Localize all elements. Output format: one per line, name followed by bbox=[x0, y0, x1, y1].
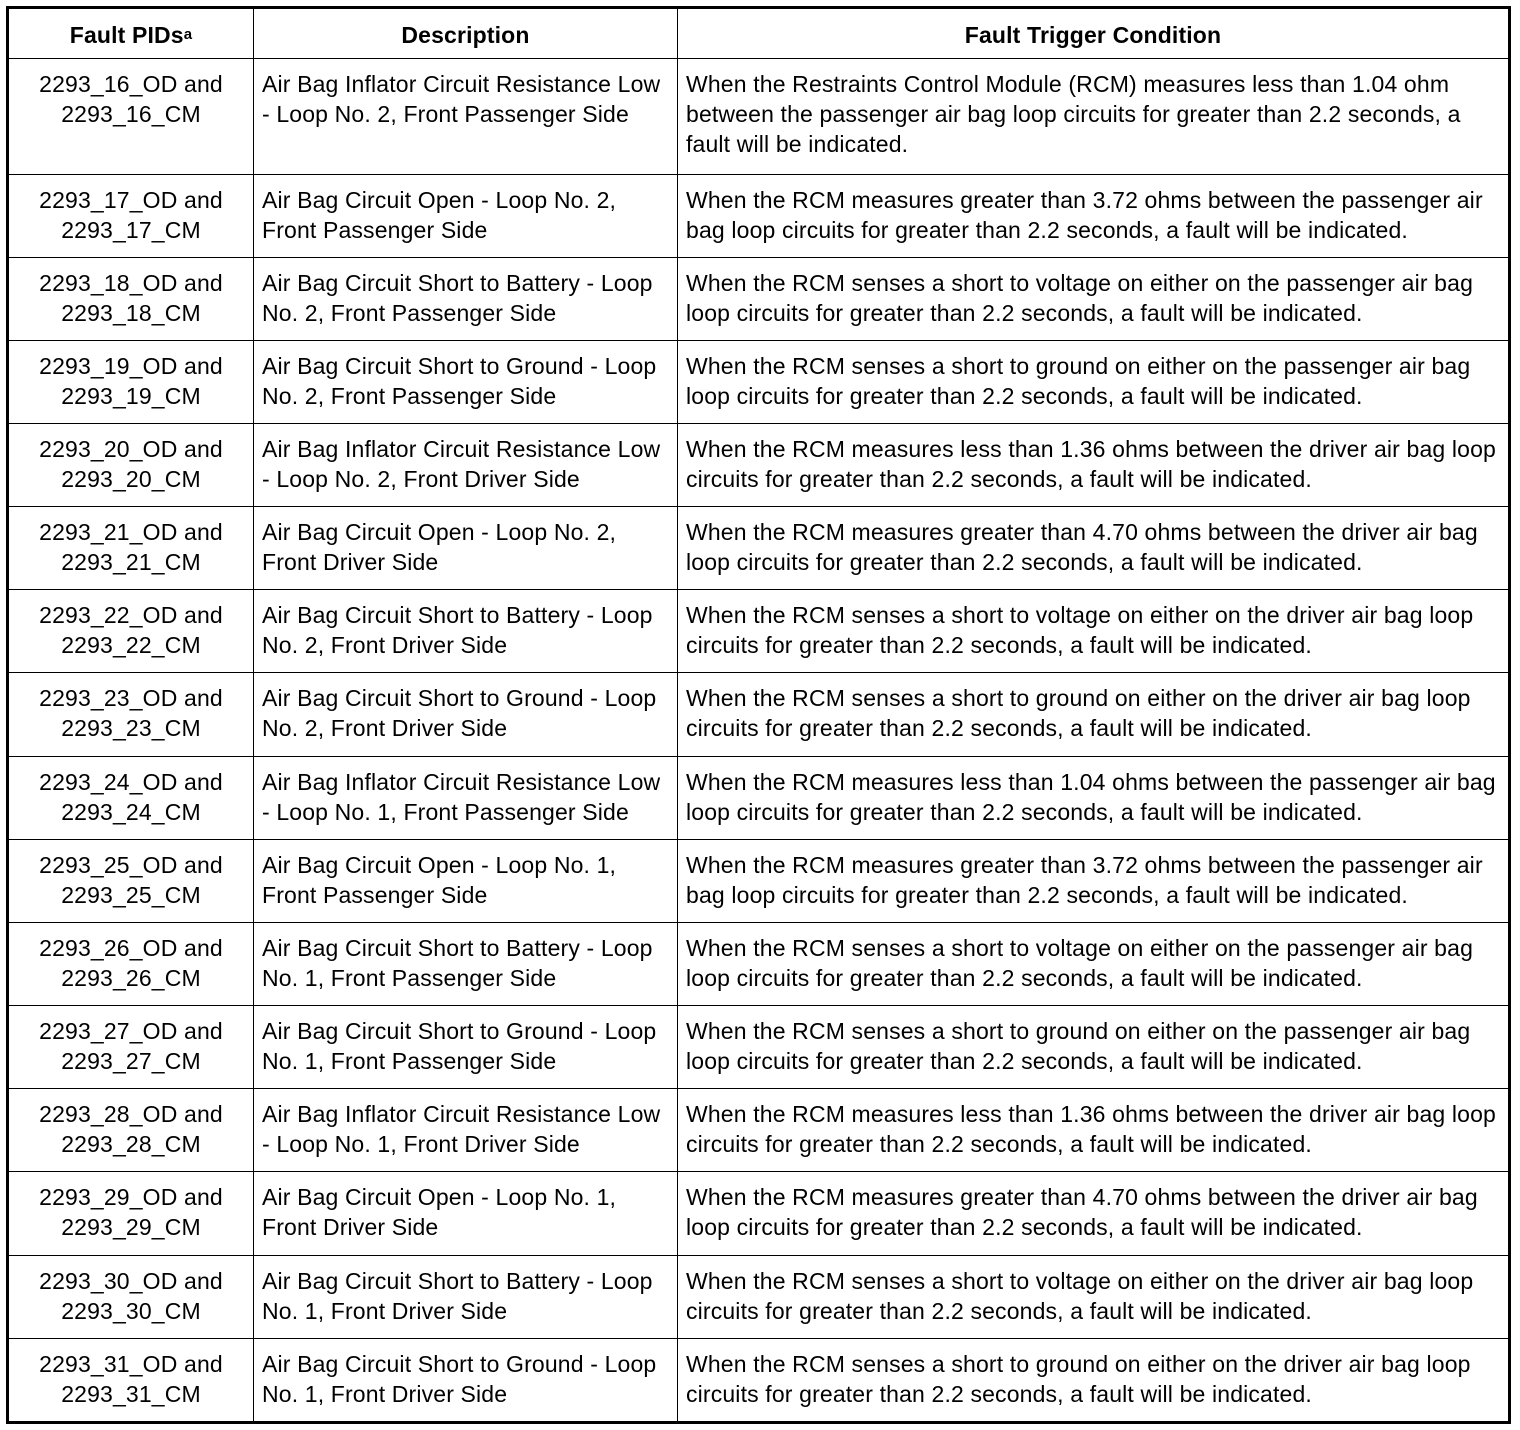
fault-pid-cm: 2293_26_CM bbox=[61, 964, 201, 991]
description-cell: Air Bag Circuit Short to Ground - Loop No. 2, Front Driver Side bbox=[254, 673, 678, 756]
fault-trigger-condition-cell: When the RCM senses a short to voltage on either on the passenger air bag loop circuits for greater than 2.2 seconds, a fault will be indicated. bbox=[678, 922, 1510, 1005]
fault-pid-cm: 2293_23_CM bbox=[61, 715, 201, 742]
fault-pid-cm: 2293_17_CM bbox=[61, 216, 201, 243]
fault-pid-cell bbox=[8, 257, 254, 340]
fault-pid-od: 2293_28_OD and bbox=[39, 1101, 223, 1128]
fault-pid-cm: 2293_27_CM bbox=[61, 1048, 201, 1075]
table-row bbox=[8, 257, 1510, 340]
description-cell: Air Bag Circuit Short to Battery - Loop No. 1, Front Driver Side bbox=[254, 1255, 678, 1338]
fault-pid-table bbox=[6, 6, 1511, 1424]
fault-pid-cell bbox=[8, 174, 254, 257]
table-row bbox=[8, 1255, 1510, 1338]
fault-trigger-condition-cell: When the RCM measures greater than 4.70 ohms between the driver air bag loop circuits for greater than 2.2 seconds, a fault will be indicated. bbox=[678, 1172, 1510, 1255]
fault-trigger-condition-cell: When the RCM measures less than 1.04 ohms between the passenger air bag loop circuits for greater than 2.2 seconds, a fault will be indicated. bbox=[678, 756, 1510, 839]
description-cell: Air Bag Inflator Circuit Resistance Low - Loop No. 1, Front Passenger Side bbox=[254, 756, 678, 839]
description-cell: Air Bag Circuit Short to Ground - Loop No. 2, Front Passenger Side bbox=[254, 340, 678, 423]
table-row bbox=[8, 507, 1510, 590]
fault-pid-cell bbox=[8, 839, 254, 922]
table-header bbox=[8, 8, 1510, 59]
table-row bbox=[8, 340, 1510, 423]
fault-pid-cm: 2293_21_CM bbox=[61, 549, 201, 576]
fault-pid-cell bbox=[8, 590, 254, 673]
footnote-marker: a bbox=[183, 26, 193, 43]
fault-pid-od: 2293_25_OD and bbox=[39, 851, 223, 878]
fault-pid-cell bbox=[8, 756, 254, 839]
fault-pid-od: 2293_30_OD and bbox=[39, 1267, 223, 1294]
fault-pid-cell bbox=[8, 1338, 254, 1422]
description-cell: Air Bag Circuit Short to Ground - Loop No. 1, Front Passenger Side bbox=[254, 1006, 678, 1089]
fault-trigger-condition-cell: When the RCM measures greater than 4.70 ohms between the driver air bag loop circuits for greater than 2.2 seconds, a fault will be indicated. bbox=[678, 507, 1510, 590]
fault-pid-cm: 2293_30_CM bbox=[61, 1297, 201, 1324]
fault-trigger-condition-cell: When the RCM senses a short to ground on either on the passenger air bag loop circuits for greater than 2.2 seconds, a fault will be indicated. bbox=[678, 1006, 1510, 1089]
fault-pid-cell bbox=[8, 922, 254, 1005]
header-fault-pids-label: Fault PIDs bbox=[69, 22, 184, 48]
fault-pid-cell bbox=[8, 1006, 254, 1089]
fault-pid-cm: 2293_25_CM bbox=[61, 881, 201, 908]
fault-pid-od: 2293_16_OD and bbox=[39, 71, 223, 97]
fault-pid-cell bbox=[8, 59, 254, 175]
fault-pid-cm: 2293_16_CM bbox=[61, 101, 201, 127]
fault-pid-cm: 2293_29_CM bbox=[61, 1214, 201, 1241]
fault-pid-od: 2293_20_OD and bbox=[39, 436, 223, 463]
description-cell: Air Bag Inflator Circuit Resistance Low - Loop No. 1, Front Driver Side bbox=[254, 1089, 678, 1172]
table-row bbox=[8, 839, 1510, 922]
fault-pid-cm: 2293_24_CM bbox=[61, 798, 201, 825]
description-cell: Air Bag Circuit Open - Loop No. 1, Front Passenger Side bbox=[254, 839, 678, 922]
fault-trigger-condition-cell: When the RCM measures less than 1.36 ohms between the driver air bag loop circuits for greater than 2.2 seconds, a fault will be indicated. bbox=[678, 1089, 1510, 1172]
fault-trigger-condition-cell: When the RCM senses a short to voltage on either on the driver air bag loop circuits for greater than 2.2 seconds, a fault will be indicated. bbox=[678, 590, 1510, 673]
table-row bbox=[8, 590, 1510, 673]
fault-trigger-condition-cell: When the RCM measures greater than 3.72 ohms between the passenger air bag loop circuits for greater than 2.2 seconds, a fault will be indicated. bbox=[678, 174, 1510, 257]
description-cell: Air Bag Circuit Short to Ground - Loop No. 1, Front Driver Side bbox=[254, 1338, 678, 1422]
fault-pid-cm: 2293_20_CM bbox=[61, 466, 201, 493]
fault-trigger-condition-cell: When the RCM senses a short to voltage on either on the driver air bag loop circuits for greater than 2.2 seconds, a fault will be indicated. bbox=[678, 1255, 1510, 1338]
table-row bbox=[8, 174, 1510, 257]
fault-pid-od: 2293_29_OD and bbox=[39, 1184, 223, 1211]
fault-pid-cm: 2293_28_CM bbox=[61, 1131, 201, 1158]
fault-pid-od: 2293_31_OD and bbox=[39, 1350, 223, 1377]
fault-trigger-condition-cell: When the RCM senses a short to ground on either on the passenger air bag loop circuits for greater than 2.2 seconds, a fault will be indicated. bbox=[678, 340, 1510, 423]
header-fault-trigger-condition: Fault Trigger Condition bbox=[678, 8, 1510, 59]
fault-trigger-condition-cell: When the RCM senses a short to voltage on either on the passenger air bag loop circuits for greater than 2.2 seconds, a fault will be indicated. bbox=[678, 257, 1510, 340]
table-row bbox=[8, 1089, 1510, 1172]
fault-pid-od: 2293_17_OD and bbox=[39, 186, 223, 213]
table-row bbox=[8, 424, 1510, 507]
fault-trigger-condition-cell: When the RCM measures greater than 3.72 ohms between the passenger air bag loop circuits for greater than 2.2 seconds, a fault will be indicated. bbox=[678, 839, 1510, 922]
description-cell: Air Bag Circuit Short to Battery - Loop No. 2, Front Passenger Side bbox=[254, 257, 678, 340]
fault-pid-od: 2293_27_OD and bbox=[39, 1018, 223, 1045]
description-cell: Air Bag Circuit Open - Loop No. 2, Front Driver Side bbox=[254, 507, 678, 590]
fault-pid-cell bbox=[8, 1089, 254, 1172]
table-row bbox=[8, 1338, 1510, 1422]
table-body bbox=[8, 59, 1510, 1423]
fault-pid-od: 2293_19_OD and bbox=[39, 352, 223, 379]
fault-pid-od: 2293_18_OD and bbox=[39, 269, 223, 296]
fault-pid-od: 2293_22_OD and bbox=[39, 602, 223, 629]
fault-pid-cell bbox=[8, 340, 254, 423]
fault-trigger-condition-cell: When the RCM senses a short to ground on either on the driver air bag loop circuits for greater than 2.2 seconds, a fault will be indicated. bbox=[678, 673, 1510, 756]
table-row bbox=[8, 59, 1510, 175]
header-fault-pids bbox=[8, 8, 254, 59]
fault-pid-cell bbox=[8, 1255, 254, 1338]
fault-pid-cell bbox=[8, 424, 254, 507]
header-description: Description bbox=[254, 8, 678, 59]
table-row bbox=[8, 756, 1510, 839]
fault-pid-cell bbox=[8, 1172, 254, 1255]
table-row bbox=[8, 673, 1510, 756]
description-cell: Air Bag Circuit Open - Loop No. 1, Front Driver Side bbox=[254, 1172, 678, 1255]
description-cell: Air Bag Inflator Circuit Resistance Low - Loop No. 2, Front Passenger Side bbox=[254, 59, 678, 175]
fault-pid-cm: 2293_19_CM bbox=[61, 382, 201, 409]
fault-pid-od: 2293_24_OD and bbox=[39, 768, 223, 795]
description-cell: Air Bag Circuit Open - Loop No. 2, Front Passenger Side bbox=[254, 174, 678, 257]
fault-pid-cell bbox=[8, 673, 254, 756]
fault-pid-cm: 2293_22_CM bbox=[61, 632, 201, 659]
fault-pid-cm: 2293_18_CM bbox=[61, 299, 201, 326]
fault-trigger-condition-cell: When the RCM measures less than 1.36 ohms between the driver air bag loop circuits for greater than 2.2 seconds, a fault will be indicated. bbox=[678, 424, 1510, 507]
table-row bbox=[8, 922, 1510, 1005]
fault-pid-od: 2293_26_OD and bbox=[39, 934, 223, 961]
fault-pid-cell bbox=[8, 507, 254, 590]
fault-pid-od: 2293_23_OD and bbox=[39, 685, 223, 712]
fault-trigger-condition-cell: When the Restraints Control Module (RCM) measures less than 1.04 ohm between the passenger air bag loop circuits for greater than 2.2 seconds, a fault will be indicated. bbox=[678, 59, 1510, 175]
table-row bbox=[8, 1006, 1510, 1089]
fault-pid-od: 2293_21_OD and bbox=[39, 519, 223, 546]
header-row bbox=[8, 8, 1510, 59]
table-row bbox=[8, 1172, 1510, 1255]
fault-pid-cm: 2293_31_CM bbox=[61, 1380, 201, 1407]
fault-trigger-condition-cell: When the RCM senses a short to ground on either on the driver air bag loop circuits for greater than 2.2 seconds, a fault will be indicated. bbox=[678, 1338, 1510, 1422]
description-cell: Air Bag Circuit Short to Battery - Loop No. 2, Front Driver Side bbox=[254, 590, 678, 673]
description-cell: Air Bag Inflator Circuit Resistance Low - Loop No. 2, Front Driver Side bbox=[254, 424, 678, 507]
description-cell: Air Bag Circuit Short to Battery - Loop No. 1, Front Passenger Side bbox=[254, 922, 678, 1005]
